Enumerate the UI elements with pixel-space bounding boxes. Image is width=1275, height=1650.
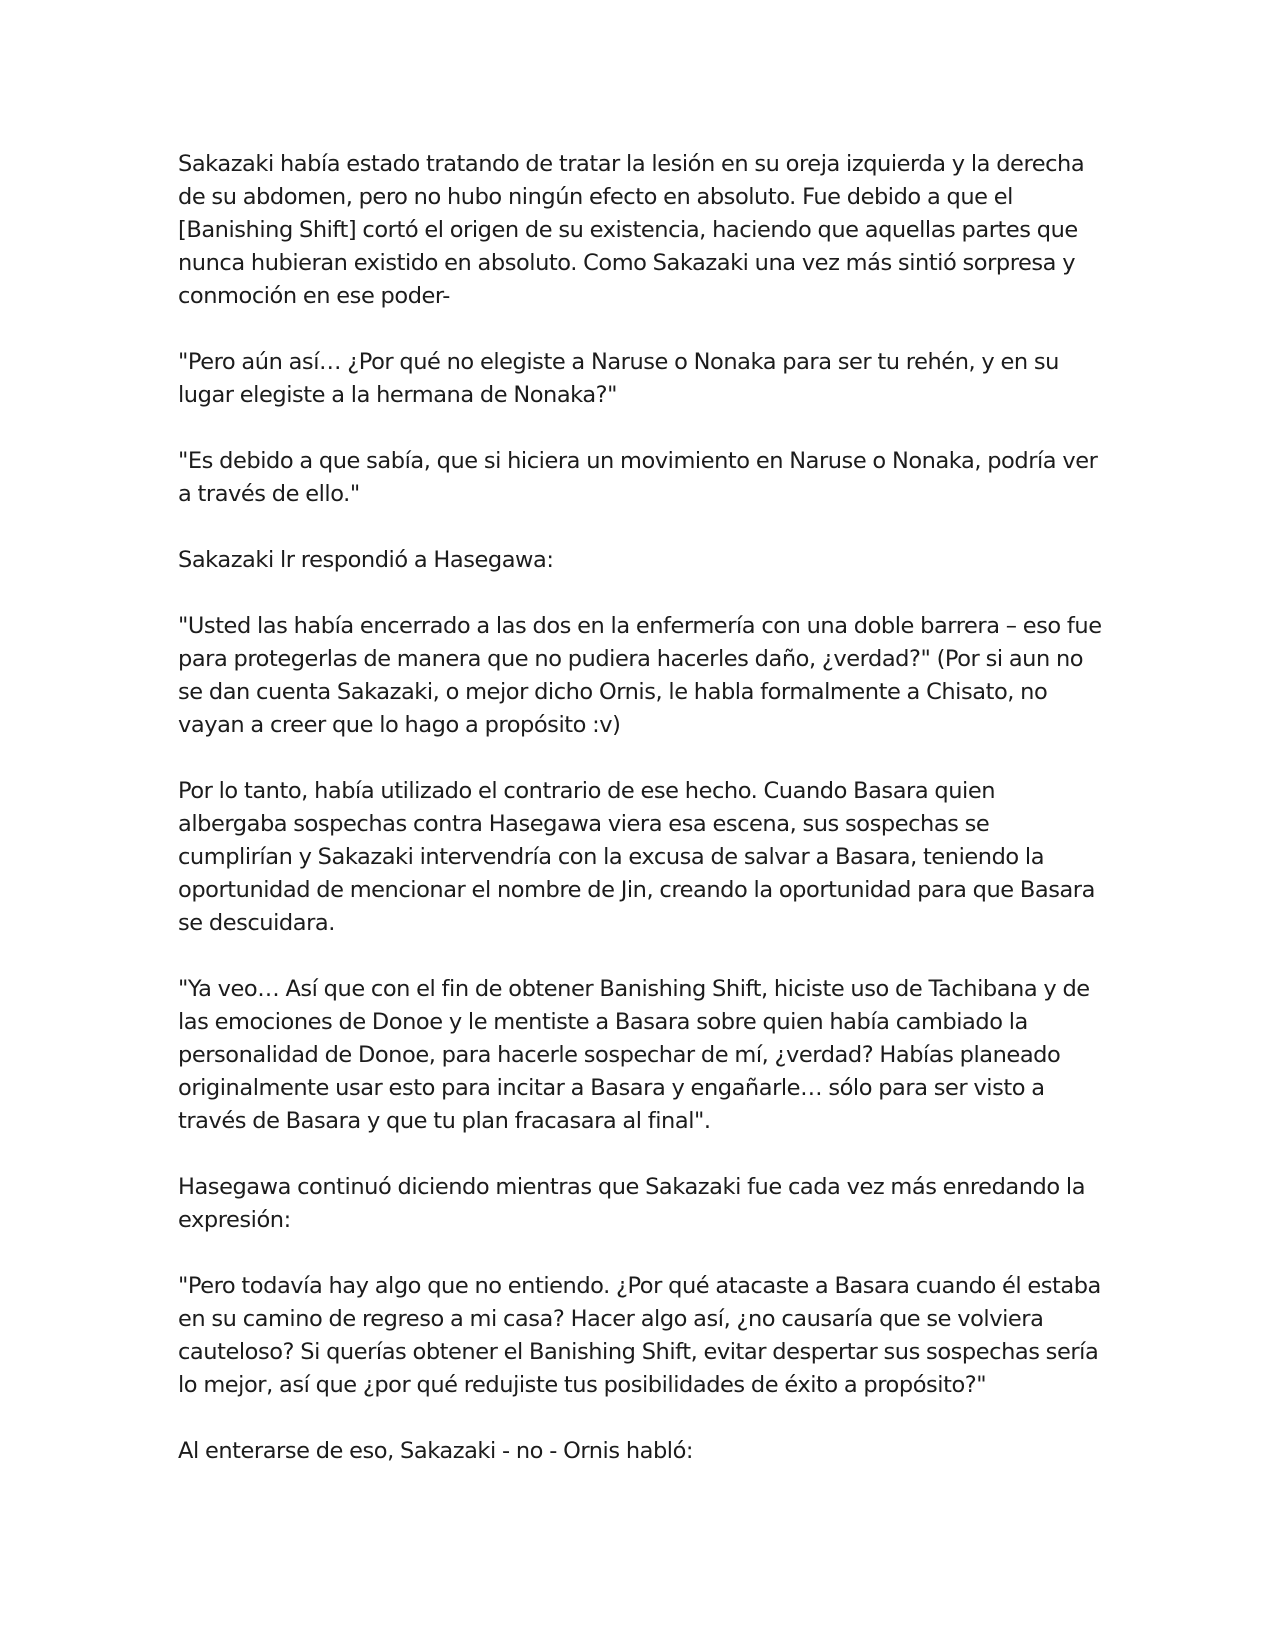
- paragraph-5: "Usted las había encerrado a las dos en la enfermería con una doble barrera – eso fue para protegerlas de manera que no pudiera hacerles daño, ¿verdad?" (Por si aun no se dan cuenta Sakazaki, o mejor dicho Ornis, le habla formalmente a Chisato, no vayan a creer que lo hago a propósito :v): [178, 613, 1102, 738]
- paragraph-9: "Pero todavía hay algo que no entiendo. ¿Por qué atacaste a Basara cuando él estaba en su camino de regreso a mi casa? Hacer algo así, ¿no causaría que se volviera cauteloso? Si querías obtener el Banishing Shift, evitar despertar sus sospechas sería lo mejor, así que ¿por qué redujiste tus posibilidades de éxito a propósito?": [178, 1273, 1101, 1398]
- paragraph-6: Por lo tanto, había utilizado el contrario de ese hecho. Cuando Basara quien albergaba sospechas contra Hasegawa viera esa escena, sus sospechas se cumplirían y Sakazaki intervendría con la excusa de salvar a Basara, teniendo la oportunidad de mencionar el nombre de Jin, creando la oportunidad para que Basara se descuidara.: [178, 778, 1095, 936]
- document-page: [178, 148, 1103, 1468]
- paragraph-8: Hasegawa continuó diciendo mientras que Sakazaki fue cada vez más enredando la expresión:: [178, 1174, 1086, 1233]
- paragraph-2: "Pero aún así… ¿Por qué no elegiste a Naruse o Nonaka para ser tu rehén, y en su lugar elegiste a la hermana de Nonaka?": [178, 349, 1059, 408]
- paragraph-7: "Ya veo… Así que con el fin de obtener Banishing Shift, hiciste uso de Tachibana y de las emociones de Donoe y le mentiste a Basara sobre quien había cambiado la personalidad de Donoe, para hacerle sospechar de mí, ¿verdad? Habías planeado originalmente usar esto para incitar a Basara y engañarle… sólo para ser visto a través de Basara y que tu plan fracasara al final".: [178, 976, 1090, 1134]
- paragraph-10: Al enterarse de eso, Sakazaki - no - Ornis habló:: [178, 1438, 694, 1464]
- paragraph-4: Sakazaki lr respondió a Hasegawa:: [178, 547, 554, 573]
- paragraph-3: "Es debido a que sabía, que si hiciera un movimiento en Naruse o Nonaka, podría ver a través de ello.": [178, 448, 1098, 507]
- paragraph-1: Sakazaki había estado tratando de tratar la lesión en su oreja izquierda y la derecha de su abdomen, pero no hubo ningún efecto en absoluto. Fue debido a que el [Banishing Shift] cortó el origen de su existencia, haciendo que aquellas partes que nunca hubieran existido en absoluto. Como Sakazaki una vez más sintió sorpresa y conmoción en ese poder-: [178, 151, 1085, 309]
